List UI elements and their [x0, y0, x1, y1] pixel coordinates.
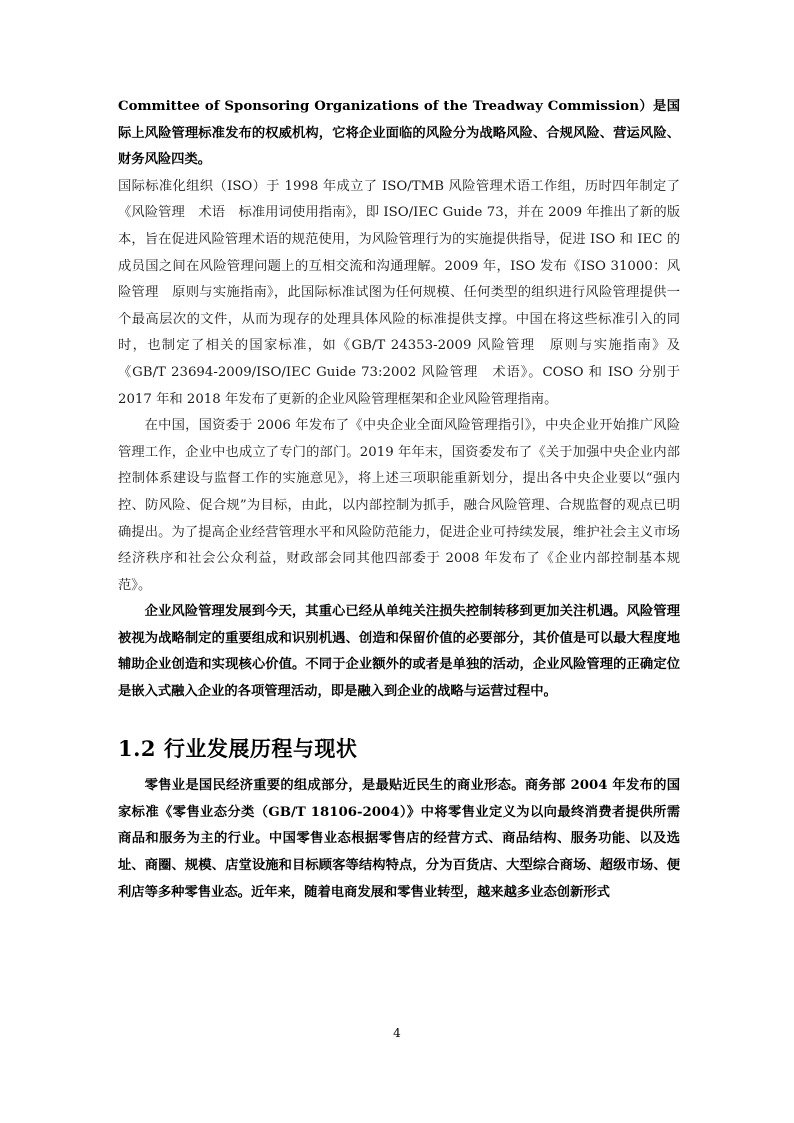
- page-number: 4: [393, 1026, 401, 1040]
- section-heading-1-2: 1.2 行业发展历程与现状: [118, 735, 358, 761]
- paragraph-5: 零售业是国民经济重要的组成部分，是最贴近民生的商业形态。商务部 2004 年发布的国家标准《零售业态分类（GB/T 18106-2004）》中将零售业定义为以向最终消费者提供所需商品和服务为主的行业。中国零售业态根据零售店的经营方式、商品结构、服务功能、以及选址、商圈、规模、店堂设施和目标顾客等结构特点，分为百货店、大型综合商场、超级市场、便利店等多种零售业态。近年来，随着电商发展和零售业转型，越来越多业态创新形式: [118, 778, 680, 900]
- paragraph-3: 在中国，国资委于 2006 年发布了《中央企业全面风险管理指引》，中央企业开始推广风险管理工作，企业中也成立了专门的部门。2019 年年末，国资委发布了《关于加强中央企业内部控制体系建设与监督工作的实施意见》，将上述三项职能重新划分，提出各中央企业要以“强内控、防风险、促合规”为目标，由此，以内部控制为抓手，融合风险管理、合规监督的观点已明确提出。为了提高企业经营管理水平和风险防范能力，促进企业可持续发展，维护社会主义市场经济秩序和社会公众利益，财政部会同其他四部委于 2008 年发布了《企业内部控制基本规范》。: [118, 418, 680, 593]
- paragraph-1: Committee of Sponsoring Organizations of the Treadway Commission）是国际上风险管理标准发布的权威机构，它将企业面临的风险分为战略风险、合规风险、营运风险、财务风险四类。: [118, 99, 680, 168]
- page-content: [118, 94, 680, 906]
- paragraph-2: 国际标准化组织（ISO）于 1998 年成立了 ISO/TMB 风险管理术语工作组，历时四年制定了《风险管理 术语 标准用词使用指南》，即 ISO/IEC Guide 73，并在 2009 年推出了新的版本，旨在促进风险管理术语的规范使用，为风险管理行为的实施提供指导，促进 ISO 和 IEC 的成员国之间在风险管理问题上的互相交流和沟通理解。2009 年，ISO 发布《ISO 31000：风险管理 原则与实施指南》，此国际标准试图为任何规模、任何类型的组织进行风险管理提供一个最高层次的文件，从而为现存的处理具体风险的标准提供支撑。中国在将这些标准引入的同时，也制定了相关的国家标准，如《GB/T 24353-2009 风险管理 原则与实施指南》及《GB/T 23694-2009/ISO/IEC Guide 73:2002 风险管理 术语》。COSO 和 ISO 分别于 2017 年和 2018 年发布了更新的企业风险管理框架和企业风险管理指南。: [118, 178, 680, 407]
- paragraph-4: 企业风险管理发展到今天，其重心已经从单纯关注损失控制转移到更加关注机遇。风险管理被视为战略制定的重要组成和识别机遇、创造和保留价值的必要部分，其价值是可以最大程度地辅助企业创造和实现核心价值。不同于企业额外的或者是单独的活动，企业风险管理的正确定位是嵌入式融入企业的各项管理活动，即是融入到企业的战略与运营过程中。: [118, 604, 680, 700]
